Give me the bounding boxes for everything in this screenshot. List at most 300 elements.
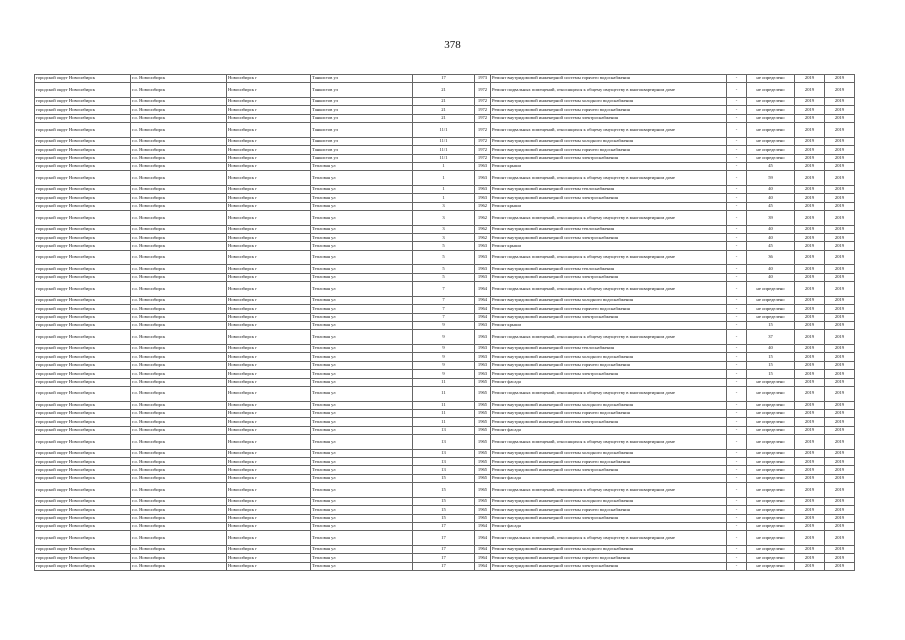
dash-cell: - [727,361,747,369]
municipal-district-cell: городской округ Новосибирск [35,137,131,145]
settlement-cell: Новосибирск г [227,435,311,450]
municipality-cell: г.о. Новосибирск [131,250,227,265]
plan-year-end-cell: 2019 [825,562,855,570]
cost-cell: не определено [747,409,795,417]
table-row [35,194,855,202]
cost-cell: не определено [747,531,795,546]
cost-cell: 15 [747,321,795,329]
settlement-cell: Новосибирск г [227,273,311,281]
cost-cell: 37 [747,330,795,345]
work-type-cell: Ремонт внутридомовой инженерной системы теплоснабжения [491,265,727,273]
street-cell: Тепловая ул [311,426,413,434]
municipal-district-cell: городской округ Новосибирск [35,321,131,329]
municipality-cell: г.о. Новосибирск [131,97,227,105]
table-row [35,474,855,482]
cost-cell: не определено [747,562,795,570]
plan-year-end-cell: 2019 [825,106,855,114]
settlement-cell: Новосибирск г [227,225,311,233]
settlement-cell: Новосибирск г [227,185,311,193]
table-row [35,146,855,154]
settlement-cell: Новосибирск г [227,106,311,114]
build-year-cell: 1965 [475,378,491,386]
dash-cell: - [727,370,747,378]
plan-year-start-cell: 2019 [795,426,825,434]
build-year-cell: 1965 [475,435,491,450]
municipality-cell: г.о. Новосибирск [131,146,227,154]
dash-cell: - [727,353,747,361]
municipality-cell: г.о. Новосибирск [131,506,227,514]
plan-year-end-cell: 2019 [825,75,855,83]
house-number-cell: 13 [413,426,475,434]
build-year-cell: 1963 [475,370,491,378]
municipality-cell: г.о. Новосибирск [131,474,227,482]
municipal-district-cell: городской округ Новосибирск [35,250,131,265]
page-number: 378 [444,39,461,51]
dash-cell: - [727,426,747,434]
plan-year-end-cell: 2019 [825,353,855,361]
plan-year-start-cell: 2019 [795,154,825,162]
street-cell: Тепловая ул [311,185,413,193]
dash-cell: - [727,225,747,233]
plan-year-end-cell: 2019 [825,123,855,138]
work-type-cell: Ремонт фасада [491,523,727,531]
table-row [35,242,855,250]
dash-cell: - [727,194,747,202]
dash-cell: - [727,474,747,482]
plan-year-start-cell: 2019 [795,75,825,83]
settlement-cell: Новосибирск г [227,449,311,457]
municipality-cell: г.о. Новосибирск [131,497,227,505]
table-row [35,211,855,226]
dash-cell: - [727,75,747,83]
work-type-cell: Ремонт внутридомовой инженерной системы теплоснабжения [491,225,727,233]
table-row [35,514,855,522]
dash-cell: - [727,401,747,409]
plan-year-end-cell: 2019 [825,154,855,162]
dash-cell: - [727,282,747,297]
dash-cell: - [727,154,747,162]
municipal-district-cell: городской округ Новосибирск [35,353,131,361]
dash-cell: - [727,330,747,345]
cost-cell: 15 [747,353,795,361]
settlement-cell: Новосибирск г [227,378,311,386]
table-row [35,426,855,434]
municipal-district-cell: городской округ Новосибирск [35,75,131,83]
cost-cell: 45 [747,202,795,210]
plan-year-end-cell: 2019 [825,426,855,434]
house-number-cell: 5 [413,273,475,281]
work-type-cell: Ремонт внутридомовой инженерной системы электроснабжения [491,562,727,570]
build-year-cell: 1965 [475,386,491,401]
cost-cell: не определено [747,114,795,122]
municipality-cell: г.о. Новосибирск [131,361,227,369]
municipal-district-cell: городской округ Новосибирск [35,123,131,138]
build-year-cell: 1963 [475,344,491,352]
plan-year-start-cell: 2019 [795,514,825,522]
municipality-cell: г.о. Новосибирск [131,386,227,401]
municipal-district-cell: городской округ Новосибирск [35,554,131,562]
plan-year-start-cell: 2019 [795,344,825,352]
municipality-cell: г.о. Новосибирск [131,353,227,361]
municipality-cell: г.о. Новосибирск [131,344,227,352]
table-row [35,401,855,409]
dash-cell: - [727,378,747,386]
house-number-cell: 3 [413,225,475,233]
build-year-cell: 1963 [475,265,491,273]
table-row [35,123,855,138]
build-year-cell: 1963 [475,194,491,202]
work-type-cell: Ремонт внутридомовой инженерной системы теплоснабжения [491,344,727,352]
municipal-district-cell: городской округ Новосибирск [35,211,131,226]
plan-year-end-cell: 2019 [825,370,855,378]
work-type-cell: Ремонт внутридомовой инженерной системы электроснабжения [491,194,727,202]
street-cell: Тепловая ул [311,202,413,210]
cost-cell: 39 [747,211,795,226]
dash-cell: - [727,305,747,313]
municipal-district-cell: городской округ Новосибирск [35,483,131,498]
street-cell: Тепловая ул [311,194,413,202]
settlement-cell: Новосибирск г [227,123,311,138]
cost-cell: не определено [747,523,795,531]
municipal-district-cell: городской округ Новосибирск [35,97,131,105]
municipality-cell: г.о. Новосибирск [131,426,227,434]
dash-cell: - [727,506,747,514]
municipality-cell: г.о. Новосибирск [131,313,227,321]
table-row [35,409,855,417]
work-type-cell: Ремонт внутридомовой инженерной системы горячего водоснабжения [491,458,727,466]
work-type-cell: Ремонт внутридомовой инженерной системы электроснабжения [491,514,727,522]
table-row [35,435,855,450]
build-year-cell: 1963 [475,242,491,250]
plan-year-end-cell: 2019 [825,554,855,562]
table-row [35,296,855,304]
municipal-district-cell: городской округ Новосибирск [35,545,131,553]
municipal-district-cell: городской округ Новосибирск [35,474,131,482]
table-row [35,506,855,514]
municipality-cell: г.о. Новосибирск [131,514,227,522]
plan-year-end-cell: 2019 [825,242,855,250]
plan-year-start-cell: 2019 [795,162,825,170]
work-type-cell: Ремонт внутридомовой инженерной системы холодного водоснабжения [491,545,727,553]
plan-year-end-cell: 2019 [825,361,855,369]
municipality-cell: г.о. Новосибирск [131,211,227,226]
build-year-cell: 1965 [475,409,491,417]
table-row [35,97,855,105]
work-type-cell: Ремонт внутридомовой инженерной системы теплоснабжения [491,185,727,193]
plan-year-start-cell: 2019 [795,114,825,122]
house-number-cell: 1 [413,171,475,186]
municipality-cell: г.о. Новосибирск [131,202,227,210]
build-year-cell: 1964 [475,562,491,570]
plan-year-end-cell: 2019 [825,321,855,329]
dash-cell: - [727,106,747,114]
street-cell: Танкистов ул [311,97,413,105]
house-number-cell: 13 [413,449,475,457]
dash-cell: - [727,211,747,226]
municipal-district-cell: городской округ Новосибирск [35,162,131,170]
build-year-cell: 1964 [475,296,491,304]
municipality-cell: г.о. Новосибирск [131,466,227,474]
street-cell: Тепловая ул [311,171,413,186]
plan-year-start-cell: 2019 [795,361,825,369]
municipal-district-cell: городской округ Новосибирск [35,523,131,531]
work-type-cell: Ремонт внутридомовой инженерной системы холодного водоснабжения [491,353,727,361]
cost-cell: не определено [747,123,795,138]
municipality-cell: г.о. Новосибирск [131,106,227,114]
street-cell: Тепловая ул [311,506,413,514]
work-type-cell: Ремонт фасада [491,378,727,386]
dash-cell: - [727,273,747,281]
settlement-cell: Новосибирск г [227,83,311,98]
work-type-cell: Ремонт внутридомовой инженерной системы горячего водоснабжения [491,506,727,514]
dash-cell: - [727,562,747,570]
dash-cell: - [727,171,747,186]
plan-year-start-cell: 2019 [795,146,825,154]
municipal-district-cell: городской округ Новосибирск [35,361,131,369]
house-number-cell: 7 [413,282,475,297]
settlement-cell: Новосибирск г [227,497,311,505]
plan-year-end-cell: 2019 [825,409,855,417]
plan-year-end-cell: 2019 [825,305,855,313]
house-number-cell: 13 [413,466,475,474]
plan-year-start-cell: 2019 [795,171,825,186]
municipality-cell: г.о. Новосибирск [131,418,227,426]
work-type-cell: Ремонт внутридомовой инженерной системы электроснабжения [491,466,727,474]
dash-cell: - [727,313,747,321]
settlement-cell: Новосибирск г [227,426,311,434]
municipal-district-cell: городской округ Новосибирск [35,506,131,514]
build-year-cell: 1963 [475,162,491,170]
plan-year-start-cell: 2019 [795,458,825,466]
work-type-cell: Ремонт подвальных помещений, относящихся к общему имуществу в многоквартирном доме [491,211,727,226]
municipal-district-cell: городской округ Новосибирск [35,409,131,417]
dash-cell: - [727,554,747,562]
house-number-cell: 21 [413,114,475,122]
municipal-district-cell: городской округ Новосибирск [35,171,131,186]
municipality-cell: г.о. Новосибирск [131,401,227,409]
street-cell: Тепловая ул [311,361,413,369]
house-number-cell: 11/1 [413,146,475,154]
house-number-cell: 15 [413,483,475,498]
build-year-cell: 1963 [475,250,491,265]
municipal-district-cell: городской округ Новосибирск [35,562,131,570]
municipality-cell: г.о. Новосибирск [131,137,227,145]
municipality-cell: г.о. Новосибирск [131,321,227,329]
street-cell: Танкистов ул [311,123,413,138]
work-type-cell: Ремонт внутридомовой инженерной системы холодного водоснабжения [491,97,727,105]
street-cell: Тепловая ул [311,344,413,352]
build-year-cell: 1964 [475,545,491,553]
municipality-cell: г.о. Новосибирск [131,225,227,233]
work-type-cell: Ремонт внутридомовой инженерной системы горячего водоснабжения [491,75,727,83]
build-year-cell: 1965 [475,418,491,426]
table-row [35,171,855,186]
build-year-cell: 1965 [475,449,491,457]
house-number-cell: 17 [413,75,475,83]
municipal-district-cell: городской округ Новосибирск [35,435,131,450]
plan-year-start-cell: 2019 [795,353,825,361]
settlement-cell: Новосибирск г [227,562,311,570]
house-number-cell: 17 [413,523,475,531]
plan-year-end-cell: 2019 [825,202,855,210]
cost-cell: не определено [747,458,795,466]
street-cell: Тепловая ул [311,497,413,505]
street-cell: Тепловая ул [311,242,413,250]
cost-cell: не определено [747,296,795,304]
plan-year-start-cell: 2019 [795,497,825,505]
municipal-district-cell: городской округ Новосибирск [35,154,131,162]
plan-year-end-cell: 2019 [825,146,855,154]
house-number-cell: 17 [413,562,475,570]
cost-cell: 15 [747,361,795,369]
street-cell: Тепловая ул [311,435,413,450]
cost-cell: не определено [747,474,795,482]
house-number-cell: 17 [413,531,475,546]
work-type-cell: Ремонт внутридомовой инженерной системы электроснабжения [491,418,727,426]
house-number-cell: 11/1 [413,154,475,162]
build-year-cell: 1972 [475,123,491,138]
house-number-cell: 9 [413,344,475,352]
settlement-cell: Новосибирск г [227,386,311,401]
table-row [35,106,855,114]
plan-year-end-cell: 2019 [825,185,855,193]
table-row [35,321,855,329]
plan-year-start-cell: 2019 [795,545,825,553]
plan-year-end-cell: 2019 [825,225,855,233]
dash-cell: - [727,97,747,105]
table-row [35,466,855,474]
table-row [35,114,855,122]
municipality-cell: г.о. Новосибирск [131,409,227,417]
table-row [35,562,855,570]
plan-year-start-cell: 2019 [795,483,825,498]
municipality-cell: г.о. Новосибирск [131,154,227,162]
table-row [35,83,855,98]
municipal-district-cell: городской округ Новосибирск [35,202,131,210]
settlement-cell: Новосибирск г [227,97,311,105]
dash-cell: - [727,202,747,210]
table-row [35,449,855,457]
street-cell: Тепловая ул [311,273,413,281]
cost-cell: не определено [747,466,795,474]
build-year-cell: 1965 [475,506,491,514]
plan-year-start-cell: 2019 [795,106,825,114]
dash-cell: - [727,146,747,154]
dash-cell: - [727,250,747,265]
plan-year-end-cell: 2019 [825,194,855,202]
settlement-cell: Новосибирск г [227,282,311,297]
work-type-cell: Ремонт подвальных помещений, относящихся к общему имуществу в многоквартирном доме [491,83,727,98]
work-type-cell: Ремонт внутридомовой инженерной системы холодного водоснабжения [491,296,727,304]
settlement-cell: Новосибирск г [227,353,311,361]
street-cell: Танкистов ул [311,75,413,83]
municipality-cell: г.о. Новосибирск [131,458,227,466]
settlement-cell: Новосибирск г [227,344,311,352]
house-number-cell: 1 [413,194,475,202]
street-cell: Тепловая ул [311,554,413,562]
street-cell: Тепловая ул [311,409,413,417]
table-row [35,378,855,386]
municipality-cell: г.о. Новосибирск [131,305,227,313]
municipal-district-cell: городской округ Новосибирск [35,514,131,522]
cost-cell: не определено [747,146,795,154]
house-number-cell: 21 [413,106,475,114]
plan-year-end-cell: 2019 [825,466,855,474]
build-year-cell: 1963 [475,330,491,345]
cost-cell: 40 [747,185,795,193]
cost-cell: 40 [747,265,795,273]
cost-cell: 40 [747,194,795,202]
plan-year-end-cell: 2019 [825,296,855,304]
house-number-cell: 7 [413,305,475,313]
plan-year-start-cell: 2019 [795,234,825,242]
build-year-cell: 1972 [475,114,491,122]
plan-year-start-cell: 2019 [795,137,825,145]
municipal-district-cell: городской округ Новосибирск [35,418,131,426]
municipal-district-cell: городской округ Новосибирск [35,273,131,281]
build-year-cell: 1963 [475,321,491,329]
cost-cell: 40 [747,344,795,352]
work-type-cell: Ремонт внутридомовой инженерной системы горячего водоснабжения [491,146,727,154]
dash-cell: - [727,162,747,170]
dash-cell: - [727,483,747,498]
municipal-district-cell: городской округ Новосибирск [35,370,131,378]
municipal-district-cell: городской округ Новосибирск [35,458,131,466]
cost-cell: 45 [747,162,795,170]
plan-year-start-cell: 2019 [795,562,825,570]
work-type-cell: Ремонт крыши [491,202,727,210]
work-type-cell: Ремонт внутридомовой инженерной системы электроснабжения [491,313,727,321]
settlement-cell: Новосибирск г [227,321,311,329]
work-type-cell: Ремонт внутридомовой инженерной системы электроснабжения [491,154,727,162]
house-number-cell: 9 [413,370,475,378]
work-type-cell: Ремонт фасада [491,474,727,482]
settlement-cell: Новосибирск г [227,114,311,122]
house-number-cell: 11/1 [413,137,475,145]
municipal-district-cell: городской округ Новосибирск [35,114,131,122]
plan-year-start-cell: 2019 [795,409,825,417]
build-year-cell: 1964 [475,554,491,562]
street-cell: Тепловая ул [311,370,413,378]
house-number-cell: 5 [413,242,475,250]
plan-year-start-cell: 2019 [795,466,825,474]
work-type-cell: Ремонт подвальных помещений, относящихся к общему имуществу в многоквартирном доме [491,483,727,498]
house-number-cell: 13 [413,435,475,450]
plan-year-start-cell: 2019 [795,97,825,105]
house-number-cell: 7 [413,313,475,321]
settlement-cell: Новосибирск г [227,171,311,186]
street-cell: Тепловая ул [311,225,413,233]
street-cell: Тепловая ул [311,483,413,498]
plan-year-end-cell: 2019 [825,474,855,482]
dash-cell: - [727,321,747,329]
work-type-cell: Ремонт крыши [491,321,727,329]
dash-cell: - [727,185,747,193]
municipal-district-cell: городской округ Новосибирск [35,83,131,98]
plan-year-start-cell: 2019 [795,305,825,313]
build-year-cell: 1965 [475,474,491,482]
work-type-cell: Ремонт внутридомовой инженерной системы электроснабжения [491,370,727,378]
house-number-cell: 7 [413,296,475,304]
street-cell: Тепловая ул [311,162,413,170]
settlement-cell: Новосибирск г [227,211,311,226]
cost-cell: 59 [747,171,795,186]
table-row [35,370,855,378]
build-year-cell: 1963 [475,353,491,361]
street-cell: Тепловая ул [311,523,413,531]
settlement-cell: Новосибирск г [227,162,311,170]
cost-cell: не определено [747,386,795,401]
